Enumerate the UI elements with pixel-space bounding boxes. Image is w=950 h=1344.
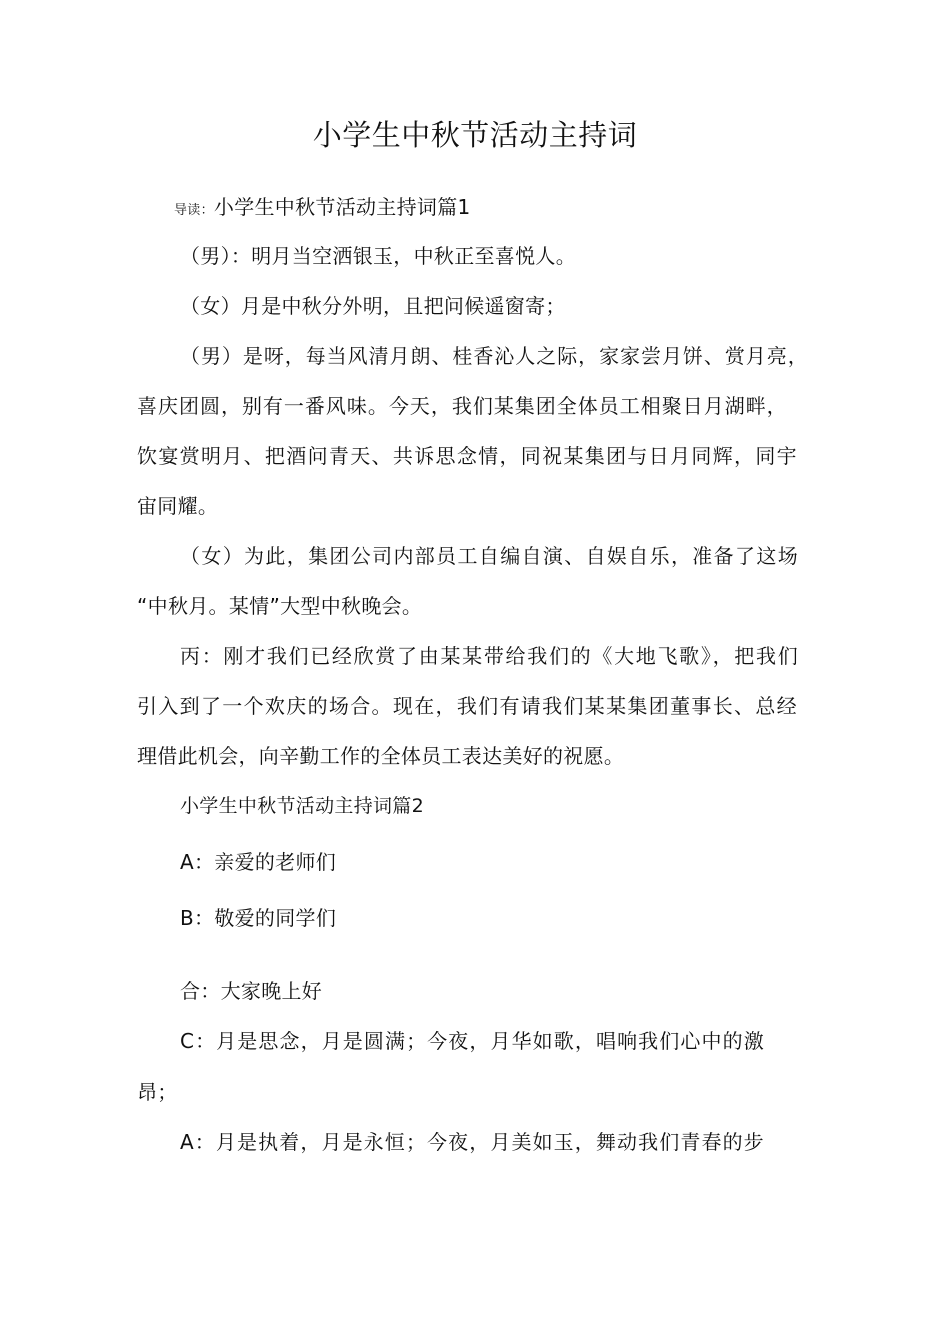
document-title: 小学生中秋节活动主持词 (312, 118, 638, 152)
intro-text: 小学生中秋节活动主持词篇1 (213, 195, 471, 219)
paragraph-line: B：敬爱的同学们 (180, 906, 337, 930)
paragraph-line: 昂； (137, 1080, 178, 1104)
paragraph-line: （女）为此，集团公司内部员工自编自演、自娱自乐，准备了这场 (180, 544, 798, 568)
intro-line (174, 192, 471, 226)
paragraph-line: C：月是思念，月是圆满；今夜，月华如歌，唱响我们心中的激 (180, 1029, 764, 1053)
intro-label: 导读： (174, 203, 214, 218)
paragraph-line: （男）：明月当空洒银玉，中秋正至喜悦人。 (180, 244, 576, 268)
paragraph-line: 喜庆团圆，别有一番风味。今天，我们某集团全体员工相聚日月湖畔， (137, 394, 787, 418)
section-heading: 小学生中秋节活动主持词篇2 (180, 795, 424, 817)
paragraph-line: 饮宴赏明月、把酒问青天、共诉思念情，同祝某集团与日月同辉，同宇 (137, 444, 797, 468)
paragraph-line: “中秋月。某情”大型中秋晚会。 (137, 594, 423, 618)
paragraph-line: 引入到了一个欢庆的场合。现在，我们有请我们某某集团董事长、总经 (137, 694, 797, 718)
paragraph-line: 宙同耀。 (137, 494, 219, 518)
paragraph-line: （男）是呀，每当风清月朗、桂香沁人之际，家家尝月饼、赏月亮， (180, 344, 808, 368)
paragraph-line: 理借此机会，向辛勤工作的全体员工表达美好的祝愿。 (137, 744, 625, 768)
paragraph-line: A：月是执着，月是永恒；今夜，月美如玉，舞动我们青春的步 (180, 1130, 764, 1154)
paragraph-line: 合：大家晚上好 (180, 979, 323, 1003)
paragraph-line: 丙：刚才我们已经欣赏了由某某带给我们的《大地飞歌》，把我们 (180, 644, 798, 668)
paragraph-line: A：亲爱的老师们 (180, 850, 337, 874)
paragraph-line: （女）月是中秋分外明，且把问候遥窗寄； (180, 294, 566, 318)
